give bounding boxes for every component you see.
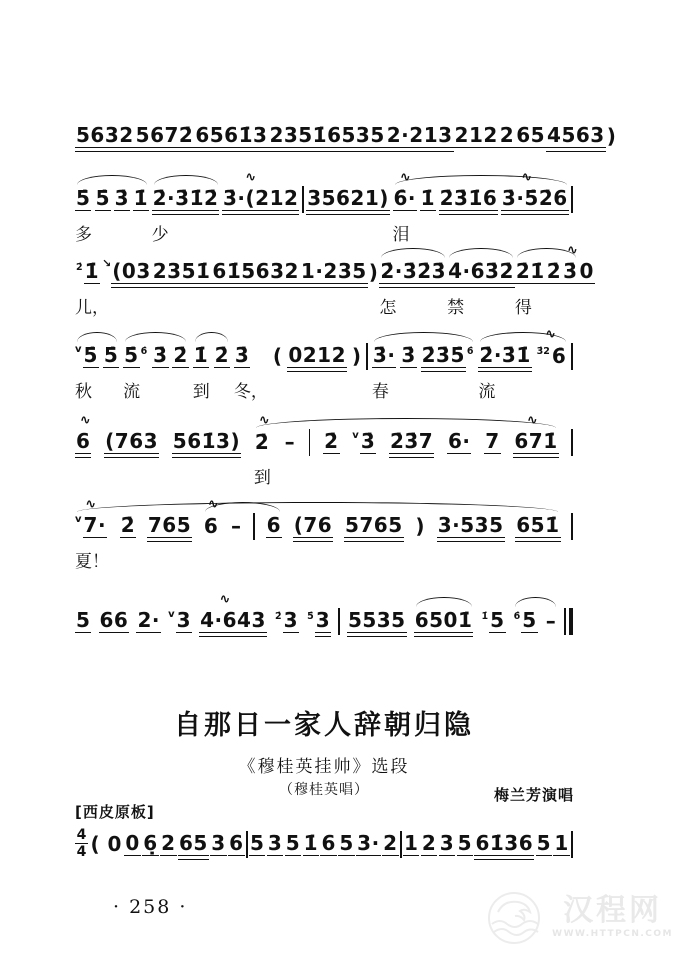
note-text: 212 [454, 123, 498, 147]
note-group [386, 122, 454, 148]
note-text: 3̇ [114, 186, 130, 210]
note-text: – [284, 430, 296, 454]
barline [309, 429, 311, 456]
note-text: 5 [76, 608, 91, 632]
note-text: 6 [266, 513, 282, 537]
note-group [75, 497, 109, 572]
note-group [515, 122, 546, 148]
note-group [285, 830, 301, 856]
note-text: 2351̇ [152, 259, 211, 283]
lyric: 流 [478, 382, 496, 402]
slur-arc [449, 248, 513, 258]
barline [571, 831, 573, 858]
slur-arc [125, 332, 186, 342]
note-text: 651̇ [516, 513, 560, 537]
slur-arc [154, 175, 218, 185]
note-text: 2̇ [546, 259, 562, 283]
opera-subtitle: 《穆桂英挂帅》选段 [238, 757, 410, 777]
note-text: 2̇·3̇2̇3̇ [380, 259, 447, 283]
note-group [75, 342, 99, 402]
note-group [266, 512, 282, 538]
note-text: ) [351, 344, 362, 368]
lyric: 泪 [392, 225, 410, 245]
music-line [75, 413, 573, 488]
lyric: 禁 [447, 298, 465, 318]
note-text: (763 [105, 429, 159, 453]
note-text: 2̇ [254, 430, 270, 454]
note-group [420, 185, 436, 211]
note-text: 66 [99, 608, 129, 632]
note-group [111, 258, 151, 284]
note-text: 5535 [347, 608, 406, 632]
note-group [152, 342, 168, 368]
note-text: 6 [76, 429, 91, 453]
note-text: 61̇36 [475, 831, 534, 855]
note-group [421, 830, 437, 856]
note-group [272, 342, 284, 368]
note-text: 3 [283, 608, 299, 632]
note-group [513, 413, 558, 454]
slur-arc [374, 332, 473, 342]
note-group [499, 122, 515, 148]
note-text: 0212 [288, 343, 347, 367]
note-text: 3 [211, 831, 226, 855]
note-text: 2 [383, 831, 398, 855]
note-text: 65 [178, 831, 208, 855]
note-group [172, 428, 241, 454]
note-text: 1 [404, 831, 419, 855]
note-group [478, 342, 531, 402]
barline [571, 343, 573, 370]
trill-icon: ∿ [399, 170, 409, 185]
music-line [75, 327, 573, 402]
note-group [89, 830, 123, 856]
note-group [222, 170, 299, 211]
note-text: 6 [203, 514, 219, 538]
note-group [214, 342, 230, 368]
note-group [457, 830, 473, 856]
note-group [152, 185, 220, 245]
music-line [75, 122, 617, 150]
note-text: 5 [522, 608, 537, 632]
note-group [274, 607, 299, 633]
note-text: 4563 [547, 123, 605, 147]
note-text: 1̇ [133, 186, 149, 210]
note-group [300, 258, 368, 284]
note-text: 5̇ [124, 343, 139, 367]
note-group [75, 413, 91, 454]
note-text: 6̣ [143, 831, 158, 855]
note-group [579, 258, 595, 284]
note-text: 1̇ [193, 343, 209, 367]
note-group [480, 607, 505, 633]
note-text: 4̇·6̇3̇2̇ [448, 259, 514, 283]
note-text: 1·235 [300, 259, 367, 283]
note-text: 35621) [307, 186, 389, 210]
note-group [267, 830, 283, 856]
note-group [536, 327, 568, 368]
music-line [75, 592, 573, 635]
slur-arc [77, 332, 117, 342]
barline [366, 343, 368, 370]
note-text: 2̇ [173, 343, 188, 367]
note-text: ) [606, 124, 617, 148]
note-text: 2̇ [214, 343, 230, 367]
watermark-site-name: 汉程网 [563, 892, 663, 928]
note-group [392, 170, 418, 245]
breath-mark: v [75, 514, 82, 525]
slur-arc [395, 175, 567, 185]
note-text: 3̇·5̇2̇6 [501, 186, 568, 210]
note-group [95, 185, 111, 211]
note-text: ( 0 [90, 832, 122, 856]
note-group [447, 258, 515, 318]
note-group [124, 830, 140, 856]
grace-note: 1̇ [481, 611, 489, 622]
note-text: 5 [250, 831, 265, 855]
note-text: 5̇ [83, 343, 98, 367]
trill-icon: ∿ [258, 413, 268, 428]
note-group [193, 342, 210, 402]
note-text: 5632 [76, 123, 134, 147]
note-group [439, 185, 499, 211]
note-text: 3̇· [372, 343, 396, 367]
note-group [211, 258, 300, 284]
trill-icon: ∿ [526, 413, 536, 428]
note-group [389, 428, 434, 454]
lyric: 春 [371, 382, 389, 402]
note-text: 3 [439, 831, 455, 855]
note-text: 6· [447, 429, 471, 453]
music-line [75, 497, 573, 572]
note-text: 2̇3̇5̇ [421, 343, 465, 367]
note-text: 3̇ [563, 259, 578, 283]
note-text: 2̇·3̇1̇2̇ [152, 186, 219, 210]
grace-note: 2̇ [274, 611, 282, 622]
note-text: 0 [579, 259, 594, 283]
note-group [168, 607, 192, 633]
note-text: 4·643 [200, 608, 266, 632]
music-line [75, 827, 573, 860]
lyric: 少 [151, 225, 169, 245]
note-text: 561̇3) [172, 429, 241, 453]
banshi-label: [西皮原板] [75, 803, 155, 821]
note-group [372, 342, 397, 402]
note-group [356, 830, 381, 856]
note-group [379, 258, 447, 318]
note-group [344, 512, 404, 538]
slur-arc [77, 175, 147, 185]
note-group [501, 170, 569, 211]
trill-icon: ∿ [79, 413, 89, 428]
note-group [194, 122, 268, 148]
note-text: 2 [499, 123, 515, 147]
breath-mark: v [352, 430, 359, 441]
note-group [210, 830, 226, 856]
note-group [136, 607, 161, 633]
note-group [114, 185, 130, 211]
barline [253, 513, 255, 540]
note-text: 3 [315, 608, 331, 632]
note-text: (03 [112, 259, 151, 283]
note-text: 6 [229, 831, 244, 855]
note-text: 3·535 [437, 513, 504, 537]
grace-note: 6̇ [140, 346, 148, 357]
page-title: 自那日一家人辞朝归隐 [174, 710, 474, 741]
lyric: 多 [75, 225, 92, 245]
note-text: 5672̇ [135, 123, 194, 147]
note-group [562, 243, 578, 284]
note-text: 3̇ [153, 343, 168, 367]
grace-note: 2̇ [76, 262, 83, 273]
note-text: – [231, 514, 242, 538]
note-text: (76 [293, 513, 333, 537]
note-text: 61̇5632 [212, 259, 299, 283]
music-line [75, 243, 594, 318]
note-group [120, 512, 136, 538]
note-text: ) [415, 514, 426, 538]
note-group [454, 122, 499, 148]
note-text: 6561̇3 [195, 123, 268, 147]
trill-icon: ∿ [545, 327, 555, 342]
note-group [347, 607, 407, 633]
note-text: 3 [176, 608, 192, 632]
time-signature: 4 4 [76, 827, 87, 860]
performer-credit: 梅兰芳演唱 [493, 786, 574, 804]
note-group [320, 830, 336, 856]
note-text: 0 [125, 831, 140, 855]
watermark [484, 888, 673, 946]
barline [246, 831, 248, 858]
grace-note: 6̇ [466, 346, 474, 357]
barline [400, 831, 402, 858]
note-group [439, 830, 455, 856]
note-group [515, 258, 546, 318]
note-text: 2̇1̇ [515, 259, 545, 283]
slur-arc [256, 418, 556, 428]
note-group [513, 607, 538, 633]
note-text: 2 [161, 831, 176, 855]
note-text: 2̇ [324, 429, 339, 453]
note-text: 671̇ [514, 429, 558, 453]
note-text: 6̇ [551, 344, 567, 368]
grace-note: 5̇ [307, 611, 314, 622]
note-group [414, 607, 474, 633]
note-group [400, 342, 416, 368]
note-text: 3̇ [401, 343, 416, 367]
lyric: 儿， [75, 298, 109, 318]
note-group [403, 830, 419, 856]
trill-icon: ∿ [521, 170, 531, 185]
note-text: 1 [554, 831, 569, 855]
note-group [172, 342, 188, 368]
note-group [142, 830, 158, 856]
singer-note: （穆桂英唱） [279, 782, 369, 798]
note-text: 5 [285, 831, 301, 855]
note-text: 5 [339, 831, 354, 855]
trill-icon: ∿ [567, 243, 576, 258]
trill-icon: ∿ [207, 497, 217, 512]
note-group [421, 342, 475, 368]
note-group [133, 185, 149, 211]
note-text: 5 [457, 831, 473, 855]
note-group [75, 185, 92, 245]
note-group [447, 428, 472, 454]
breath-mark: v [168, 609, 175, 620]
note-group [75, 607, 91, 633]
note-text: ( [272, 344, 283, 368]
note-text: 1̇ [420, 186, 436, 210]
note-group [351, 342, 363, 368]
note-group [338, 830, 354, 856]
note-group [123, 342, 148, 402]
note-text: 3· [357, 831, 380, 855]
lyric: 到 [192, 382, 210, 402]
note-group [234, 342, 268, 402]
note-group [249, 830, 265, 856]
note-text: 7· [83, 513, 107, 537]
note-group [553, 830, 569, 856]
note-group [104, 428, 159, 454]
note-text: 6̇· [393, 186, 417, 210]
page-number: · 258 · [113, 896, 188, 918]
slur-arc [77, 502, 558, 512]
note-group [546, 258, 562, 284]
note-group [484, 428, 500, 454]
lyric: 冬， [233, 382, 268, 402]
note-text: – [545, 609, 557, 633]
grace-note: 3̇2 [536, 346, 550, 357]
note-group [75, 122, 135, 148]
note-text: 5̇ [103, 343, 119, 367]
note-text: 3̇ [360, 429, 376, 453]
note-text: ) [368, 260, 379, 284]
note-group [306, 607, 331, 633]
note-group [382, 830, 398, 856]
lyric: 秋 [75, 382, 92, 402]
barline [338, 608, 340, 635]
note-text: 6 [321, 831, 336, 855]
note-group [293, 512, 333, 538]
note-text: 5̇ [76, 186, 91, 210]
note-group [203, 497, 219, 538]
slide-arrow-icon: ↘ [102, 257, 112, 270]
note-group [323, 428, 339, 454]
lyric: 夏！ [75, 552, 109, 572]
note-text: 2̇3̇7 [389, 429, 434, 453]
note-group [230, 512, 243, 538]
note-text: 3̇ [234, 343, 250, 367]
note-group [75, 258, 111, 318]
note-group [147, 512, 192, 538]
note-group [178, 830, 209, 856]
note-group [352, 428, 376, 454]
note-group [306, 185, 390, 211]
barline [302, 186, 304, 213]
slur-arc [515, 597, 556, 607]
note-text: 65 [516, 123, 546, 147]
watermark-logo-icon [484, 888, 546, 946]
barline [571, 186, 573, 213]
note-group [287, 342, 347, 368]
note-group [135, 122, 195, 148]
lyric: 到 [253, 468, 271, 488]
note-text: 765 [147, 513, 192, 537]
note-text: 2̇ [120, 513, 136, 537]
slur-arc [416, 597, 472, 607]
note-text: 5̇ [95, 186, 111, 210]
note-text: 2· [137, 608, 160, 632]
note-group [99, 607, 130, 633]
grace-note: 6̇ [513, 611, 521, 622]
note-text: 6501̇ [414, 608, 473, 632]
note-group [474, 830, 534, 856]
note-text: 2̇·3̇1̇ [479, 343, 531, 367]
note-group [437, 512, 505, 538]
note-group [545, 607, 558, 633]
note-group [546, 122, 606, 148]
trill-icon: ∿ [219, 592, 229, 607]
note-text: 1̇ [84, 259, 100, 283]
note-group [228, 830, 244, 856]
note-text: 3̇·(212 [223, 186, 299, 210]
note-group [606, 122, 618, 148]
note-text: 1̇ [303, 831, 319, 855]
note-text: 5 [536, 831, 551, 855]
note-text: 2·213 [386, 123, 453, 147]
note-group [303, 830, 319, 856]
slur-arc [381, 248, 445, 258]
watermark-site-url: WWW.HTTPCN.COM [552, 928, 673, 939]
breath-mark: v [75, 344, 82, 355]
note-group [152, 258, 212, 284]
barline [571, 429, 573, 456]
note-group [199, 592, 267, 633]
lyric: 怎 [379, 298, 397, 318]
trill-icon: ∿ [245, 170, 255, 185]
slur-arc [195, 332, 228, 342]
note-group [284, 428, 297, 454]
music-line [75, 170, 573, 245]
note-group [103, 342, 119, 368]
note-text: 2̇3̇1̇6 [439, 186, 498, 210]
note-group [536, 830, 552, 856]
note-text: 5765 [344, 513, 403, 537]
note-group [368, 258, 380, 284]
trill-icon: ∿ [85, 497, 95, 512]
note-group [160, 830, 176, 856]
note-group [268, 122, 385, 148]
lyric: 得 [514, 298, 532, 318]
note-text: 2351̇6535 [269, 123, 385, 147]
barline [571, 513, 573, 540]
note-text: 5 [490, 608, 505, 632]
lyric: 流 [123, 382, 141, 402]
note-text: 7 [485, 429, 500, 453]
note-group [414, 512, 426, 538]
note-group [253, 413, 271, 488]
note-group [515, 512, 560, 538]
note-text: 3 [267, 831, 283, 855]
note-text: 2 [421, 831, 437, 855]
final-barline [564, 608, 573, 635]
